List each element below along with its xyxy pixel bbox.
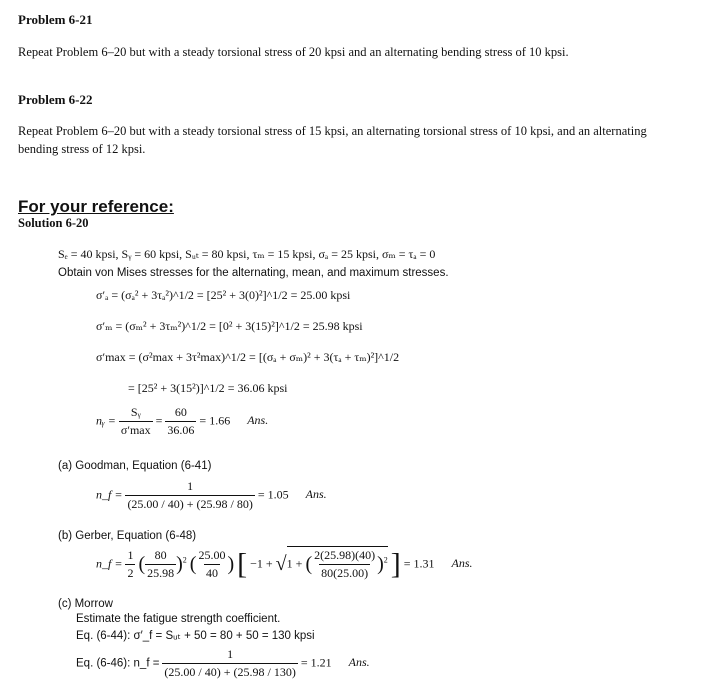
eq-gerber-frac2	[145, 548, 176, 581]
part-b-heading: (b) Gerber, Equation (6-48)	[58, 530, 197, 542]
eq-gerber-frac3-num: 25.00	[198, 548, 226, 562]
eq-gerber-frac1-den: 2	[127, 566, 134, 580]
eq-gerber-frac2-den: 25.98	[147, 566, 175, 580]
eq-gerber: n_f = $\frac{1}{2}$ ( $\frac{80}{25.98}$ )$^2$ ( $\frac{25.00}{40}$ ) [ −1 + √1 + ( $\frac{2(25.98)(40)}{80(25.00)}$ )$^2$ ] = 1.31 Ans.	[96, 547, 473, 581]
eq-morrow-num: 1	[227, 647, 234, 661]
eq-ny: nᵧ = $\frac{\text{Sᵧ}}{\sigma'\max}$ = $\frac{60}{36.06}$ = 1.66 Ans.	[96, 405, 269, 437]
eq-ny-label: nᵧ =	[96, 413, 116, 428]
problem-6-21-body: Repeat Problem 6–20 but with a steady torsional stress of 20 kpsi and an alternating bending stress of 10 kpsi.	[18, 45, 569, 59]
solution-title: Solution 6-20	[18, 216, 89, 230]
problem-6-22-title: Problem 6-22	[18, 92, 93, 107]
eq-morrow-den: (25.00 / 40) + (25.98 / 130)	[164, 665, 296, 679]
eq-gerber-ans: Ans.	[451, 556, 473, 571]
eq-ny-symbolic-fraction	[119, 405, 153, 438]
eq-ny-ans: Ans.	[247, 413, 269, 428]
reference-heading: For your reference:	[18, 197, 174, 216]
eq-gerber-sqrt: 1 + ( $\frac{2(25.98)(40)}{80(25.00)}$ )$^2$	[286, 548, 388, 580]
eq-morrow-label: Eq. (6-46): n_f =	[76, 657, 160, 670]
intro-text: Obtain von Mises stresses for the alternating, mean, and maximum stresses.	[58, 267, 449, 279]
eq-sigma-m-result: = 25.98 kpsi	[302, 319, 363, 333]
eq-sigma-a	[96, 288, 350, 303]
eq-sigma-max-expression: = [25² + 3(15²)]^1/2	[128, 381, 225, 395]
eq-ny-num: 60	[174, 405, 187, 419]
eq-gerber-result: = 1.31	[403, 556, 435, 571]
eq-sigma-max: σ′max = (σ²max + 3τ²max)^1/2 = [(σₐ + σₘ)² + 3(τₐ + τₘ)²]^1/2	[96, 350, 400, 364]
eq-ny-result: = 1.66	[199, 413, 231, 428]
eq-gerber-frac4-num: 2(25.98)(40)	[314, 548, 376, 562]
given-values: Sₑ = 40 kpsi, Sᵧ = 60 kpsi, Sᵤₜ = 80 kpsi, τₘ = 15 kpsi, σₐ = 25 kpsi, σₘ = τₐ = 0	[58, 247, 436, 261]
eq-sigma-max-line2	[128, 381, 287, 396]
eq-gerber-frac3-den: 40	[205, 566, 218, 580]
problem-6-22-body: Repeat Problem 6–20 but with a steady torsional stress of 15 kpsi, an alternating torsional stress of 10 kpsi, and an alternating bending stress of 12 kpsi.	[18, 124, 647, 156]
eq-gerber-frac1	[125, 548, 135, 581]
eq-goodman-label: n_f =	[96, 487, 123, 502]
eq-gerber-inner-one: 1 +	[286, 556, 303, 571]
eq-sigma-max-result: = 36.06 kpsi	[227, 381, 288, 395]
eq-goodman-result: = 1.05	[257, 487, 289, 502]
eq-ny-numeric-fraction	[165, 405, 196, 438]
eq-gerber-frac4-den: 80(25.00)	[321, 566, 369, 580]
eq-morrow-result: = 1.21	[300, 655, 332, 670]
eq-goodman-fraction	[125, 479, 254, 512]
eq-gerber-label: n_f =	[96, 556, 123, 571]
eq-gerber-frac2-num: 80	[154, 548, 167, 562]
eq-sigma-a-expression: σ′ₐ = (σₐ² + 3τₐ²)^1/2 = [25² + 3(0)²]^1/2	[96, 288, 288, 302]
eq-ny-sym-num: Sᵧ	[130, 405, 141, 419]
eq-morrow-fraction	[162, 647, 297, 680]
eq-morrow	[76, 647, 370, 680]
eq-goodman-num: 1	[187, 479, 194, 493]
eq-gerber-frac1-num: 1	[127, 548, 134, 562]
part-a-heading: (a) Goodman, Equation (6-41)	[58, 460, 212, 472]
eq-goodman-ans: Ans.	[305, 487, 327, 502]
eq-sigma-m-expression: σ′ₘ = (σₘ² + 3τₘ²)^1/2 = [0² + 3(15)²]^1/2	[96, 319, 300, 333]
eq-sigma-m	[96, 319, 363, 334]
eq-ny-den: 36.06	[167, 423, 195, 437]
eq-gerber-frac4	[312, 548, 377, 581]
eq-morrow-ans: Ans.	[348, 655, 370, 670]
part-c-line1: Estimate the fatigue strength coefficient.	[76, 613, 281, 625]
eq-ny-sym-den: σ′max	[120, 423, 151, 437]
part-c-heading: (c) Morrow	[58, 598, 113, 610]
eq-goodman-den: (25.00 / 40) + (25.98 / 80)	[127, 497, 253, 511]
eq-gerber-frac3	[196, 548, 227, 581]
problem-6-21-title: Problem 6-21	[18, 12, 93, 27]
eq-sigma-a-result: = 25.00 kpsi	[290, 288, 351, 302]
part-c-line2: Eq. (6-44): σ′_f = Sᵤₜ + 50 = 80 + 50 = 130 kpsi	[76, 630, 315, 642]
eq-gerber-inner-lead: −1 +	[250, 556, 273, 571]
eq-goodman	[96, 479, 327, 512]
